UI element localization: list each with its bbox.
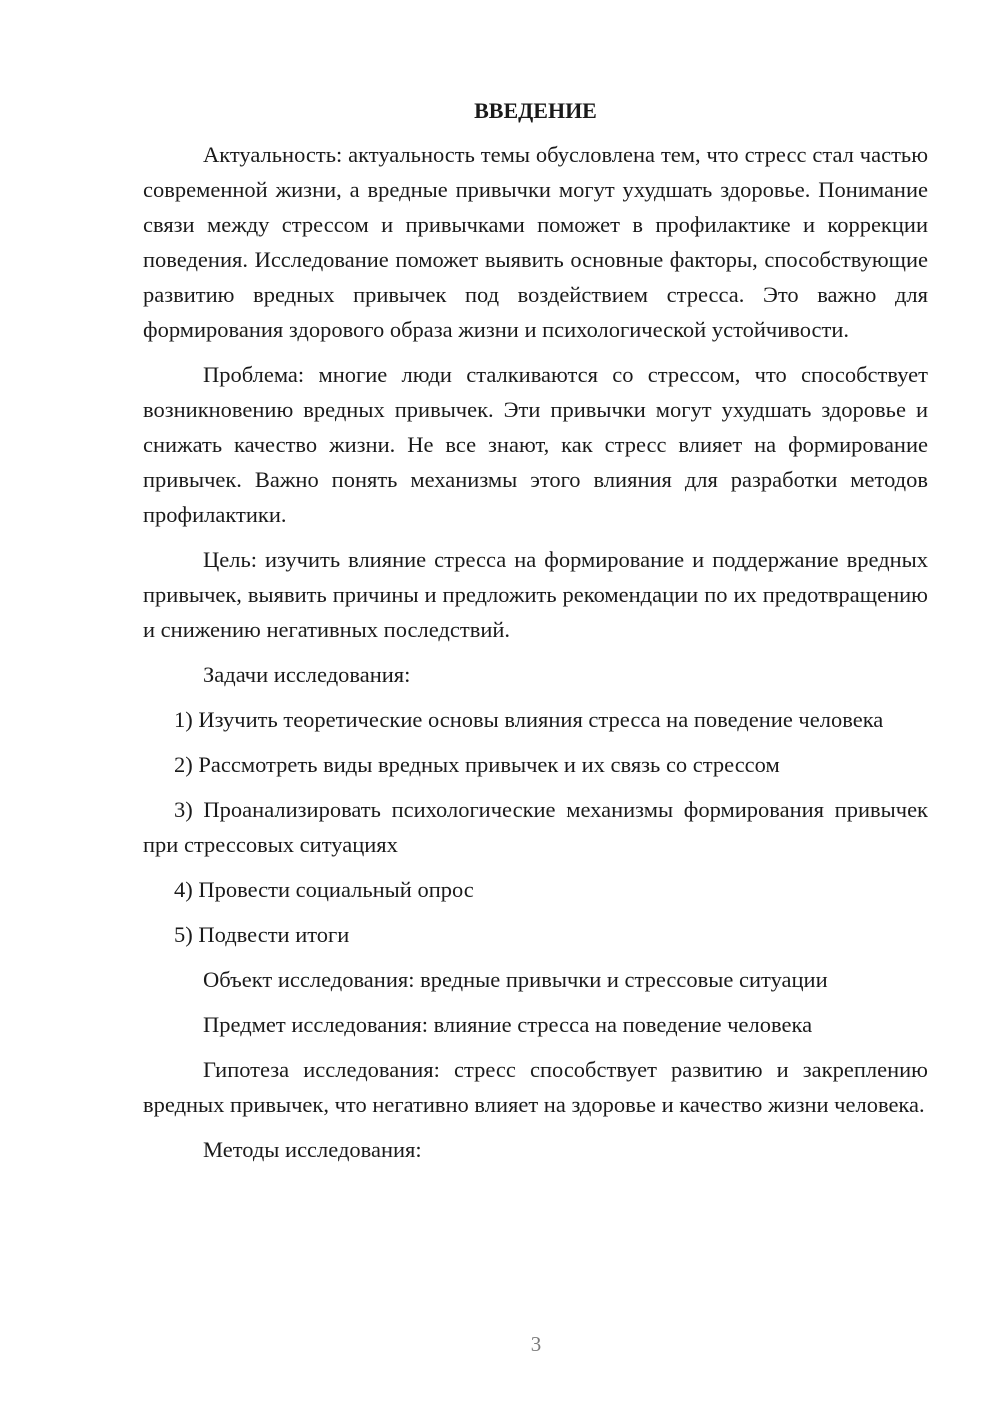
goal-paragraph: Цель: изучить влияние стресса на формирование и поддержание вредных привычек, выявить причины и предложить рекомендации по их предотвращению и снижению негативных последствий.: [143, 547, 928, 642]
task-item-5: 5) Подвести итоги: [174, 922, 350, 947]
task-item-1: 1) Изучить теоретические основы влияния стресса на поведение человека: [174, 707, 884, 732]
hypothesis-paragraph: Гипотеза исследования: стресс способствует развитию и закреплению вредных привычек, что негативно влияет на здоровье и качество жизни человека.: [143, 1057, 928, 1117]
section-heading: ВВЕДЕНИЕ: [474, 98, 597, 123]
tasks-heading: Задачи исследования:: [203, 662, 411, 687]
relevance-paragraph: Актуальность: актуальность темы обусловлена тем, что стресс стал частью современной жизни, а вредные привычки могут ухудшать здоровье. Понимание связи между стрессом и привычками поможет в профилактике и коррекции поведения. Исследование поможет выявить основные факторы, способствующие развитию вредных привычек под воздействием стресса. Это важно для формирования здорового образа жизни и психологической устойчивости.: [143, 142, 928, 342]
problem-paragraph: Проблема: многие люди сталкиваются со стрессом, что способствует возникновению вредных привычек. Эти привычки могут ухудшать здоровье и снижать качество жизни. Не все знают, как стресс влияет на формирование привычек. Важно понять механизмы этого влияния для разработки методов профилактики.: [143, 362, 928, 527]
methods-heading: Методы исследования:: [203, 1137, 422, 1162]
task-item-3: 3) Проанализировать психологические механизмы формирования привычек при стрессовых ситуациях: [143, 797, 928, 857]
object-paragraph: Объект исследования: вредные привычки и стрессовые ситуации: [203, 967, 828, 992]
page-number: 3: [530, 1332, 542, 1356]
subject-paragraph: Предмет исследования: влияние стресса на поведение человека: [203, 1012, 813, 1037]
document-body: [143, 95, 928, 1177]
task-item-4: 4) Провести социальный опрос: [174, 877, 474, 902]
task-item-2: 2) Рассмотреть виды вредных привычек и их связь со стрессом: [174, 752, 780, 777]
